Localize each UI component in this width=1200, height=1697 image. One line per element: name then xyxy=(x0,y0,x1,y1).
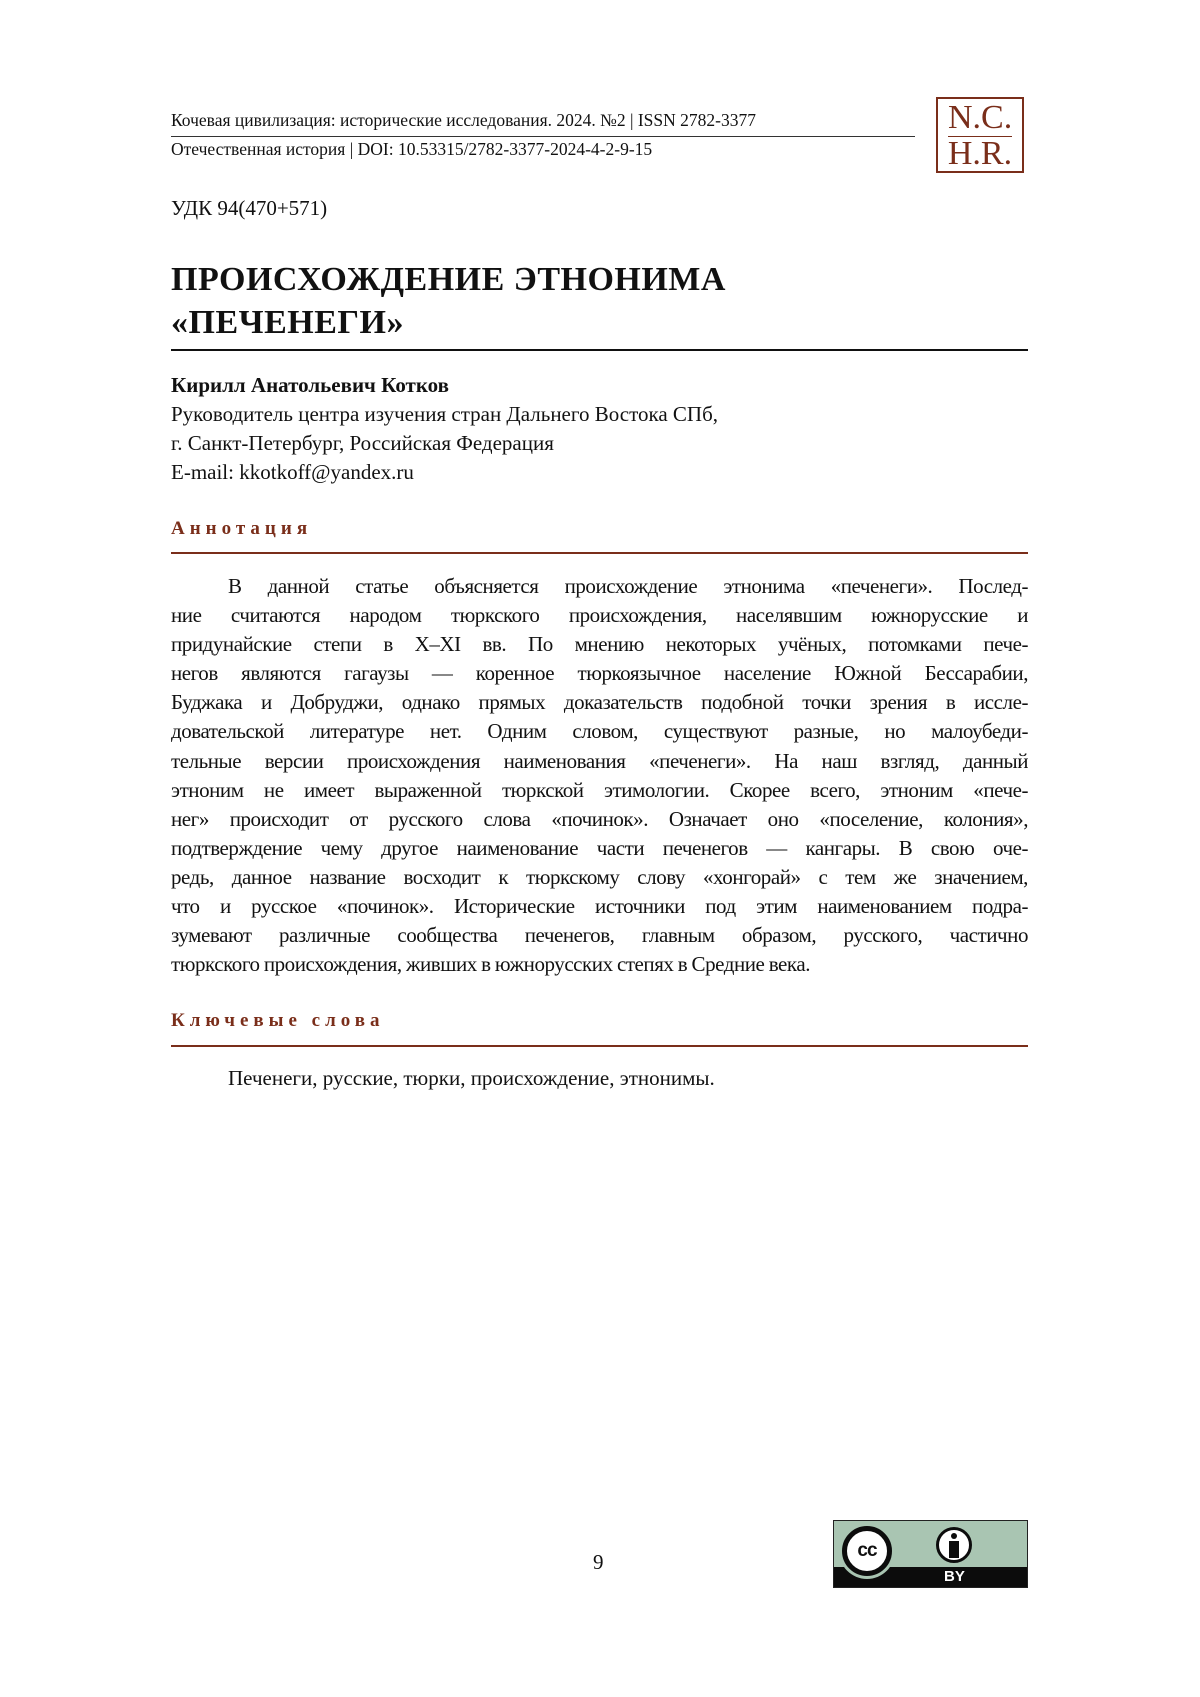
abstract-heading: Аннотация xyxy=(171,518,313,539)
author-email[interactable]: E-mail: kkotkoff@yandex.ru xyxy=(171,460,414,484)
header-divider xyxy=(171,136,915,137)
keywords-divider xyxy=(171,1045,1028,1047)
abstract-line: нег» происходит от русского слова «починок». Означает оно «поселение, колония», xyxy=(171,806,1028,831)
author-name: Кирилл Анатольевич Котков xyxy=(171,373,450,397)
journal-header-line: Кочевая цивилизация: исторические исследования. 2024. №2 | ISSN 2782-3377 xyxy=(171,110,756,130)
journal-logo xyxy=(936,97,1024,173)
title-divider xyxy=(171,349,1028,351)
abstract-divider xyxy=(171,552,1028,554)
abstract-line: негов являются гагаузы — коренное тюркоязычное население Южной Бессарабии, xyxy=(171,661,1028,686)
abstract-text xyxy=(171,572,1028,979)
abstract-line: подтверждение чему другое наименование части печенегов — кангары. В свою оче- xyxy=(171,835,1028,860)
abstract-line: тюркского происхождения, живших в южнорусских степях в Средние века. xyxy=(171,952,811,977)
abstract-line: ние считаются народом тюркского происхождения, населявшим южнорусские и xyxy=(171,603,1028,628)
section-doi-line: Отечественная история | DOI: 10.53315/2782-3377-2024-4-2-9-15 xyxy=(171,139,653,159)
abstract-line: довательской литературе нет. Одним словом, существуют разные, но малоубеди- xyxy=(171,719,1028,744)
attribution-person-icon xyxy=(936,1527,972,1563)
abstract-line: что и русское «починок». Исторические источники под этим наименованием подра- xyxy=(171,894,1028,919)
logo-bottom-text: H.R. xyxy=(947,135,1013,172)
page-number: 9 xyxy=(593,1550,604,1574)
logo-top-text: N.C. xyxy=(948,99,1013,136)
abstract-line: Буджака и Добруджи, однако прямых доказательств подобной точки зрения в иссле- xyxy=(171,690,1028,715)
title-line: «ПЕЧЕНЕГИ» xyxy=(171,304,404,341)
abstract-line: редь, данное название восходит к тюркскому слову «хонгорай» с тем же значением, xyxy=(171,864,1028,889)
license-by-label: BY xyxy=(944,1568,965,1585)
cc-icon: cc xyxy=(842,1526,892,1576)
udk-code: УДК 94(470+571) xyxy=(171,196,328,220)
title-line: ПРОИСХОЖДЕНИЕ ЭТНОНИМА xyxy=(171,261,726,298)
abstract-line: В данной статье объясняется происхождение этнонима «печенеги». Послед- xyxy=(228,574,1028,598)
author-position: Руководитель центра изучения стран Дальнего Востока СПб, xyxy=(171,402,719,426)
author-location: г. Санкт-Петербург, Российская Федерация xyxy=(171,431,554,455)
abstract-line: придунайские степи в X–XI вв. По мнению некоторых учёных, потомками пече- xyxy=(171,632,1028,657)
abstract-line: тельные версии происхождения наименования «печенеги». На наш взгляд, данный xyxy=(171,748,1028,773)
keywords-text: Печенеги, русские, тюрки, происхождение, этнонимы. xyxy=(228,1066,715,1090)
cc-by-license-badge[interactable] xyxy=(833,1520,1028,1588)
article-title xyxy=(171,258,726,344)
keywords-heading: Ключевые слова xyxy=(171,1010,385,1031)
author-block xyxy=(171,371,718,487)
abstract-line: зумевают различные сообщества печенегов, главным образом, русского, частично xyxy=(171,923,1028,948)
abstract-line: этноним не имеет выраженной тюркской этимологии. Скорее всего, этноним «пече- xyxy=(171,777,1028,802)
